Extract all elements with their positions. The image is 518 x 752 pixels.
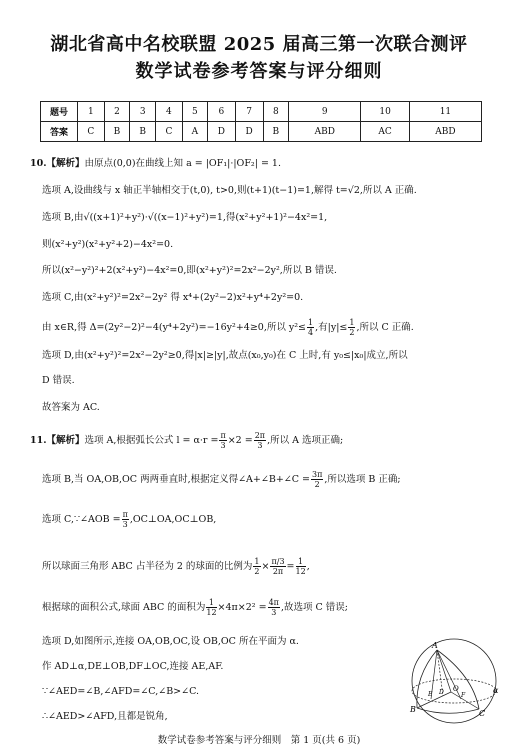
q10-option-a: 选项 A,设曲线与 x 轴正半轴相交于(t,0), t>0,则(t+1)(t−1)=1,解得 t=√2,所以 A 正确. [42, 185, 417, 196]
segment-ob [417, 692, 451, 708]
fraction-denominator: 3 [257, 441, 263, 450]
fraction [307, 318, 314, 337]
q11-l3-b: ,OC⊥OA,OC⊥OB, [129, 514, 217, 525]
question-number: 7 [235, 102, 263, 122]
answer-cell: ABD [409, 122, 481, 142]
question-number: 5 [182, 102, 207, 122]
question-number: 8 [263, 102, 289, 122]
fraction-denominator: 2 [349, 328, 355, 337]
q11-tag: 11.【解析】 [30, 435, 85, 446]
question-number: 10 [361, 102, 410, 122]
arc-ab [417, 650, 437, 708]
fraction-numerator: 1 [206, 598, 216, 608]
q11-l4-a: 所以球面三角形 ABC 占半径为 2 的球面的比例为 [42, 561, 253, 572]
fraction-numerator: 1 [349, 318, 355, 327]
fraction-denominator: 2π [272, 567, 284, 576]
q11-option-b [42, 470, 482, 489]
fraction-denominator: 4 [308, 328, 314, 337]
fraction-numerator: π/3 [271, 557, 285, 566]
fraction [254, 431, 266, 450]
answer-cell: C [78, 122, 105, 142]
paper-subtitle: 数学试卷参考答案与评分细则 [135, 61, 383, 82]
question-number: 4 [156, 102, 183, 122]
fraction [268, 598, 280, 617]
label-b: B [410, 705, 416, 714]
q10-line-9: D 错误. [42, 375, 75, 386]
q10-conclusion: 故答案为 AC. [42, 402, 100, 413]
fraction [296, 557, 306, 576]
q11-line-1 [30, 431, 470, 450]
q11-line-7: 作 AD⊥α,DE⊥OB,DF⊥OC,连接 AE,AF. [42, 661, 224, 672]
row-label-number: 题号 [41, 102, 78, 122]
fraction-numerator: 1 [308, 318, 314, 327]
fraction-numerator: 4π [268, 598, 279, 607]
fraction-numerator: π [220, 431, 226, 440]
q11-line-8: ∵∠AED=∠B,∠AFD=∠C,∠B>∠C. [42, 686, 200, 697]
question-number: 9 [289, 102, 361, 122]
fraction-denominator: 2 [254, 567, 260, 576]
q11-l1-b: ×2 = [227, 435, 253, 446]
question-number: 3 [130, 102, 156, 122]
q11-l2-b: ,所以选项 B 正确; [324, 474, 401, 485]
q11-l2-a: 选项 B,当 OA,OB,OC 两两垂直时,根据定义得∠A+∠B+∠C = [42, 474, 310, 485]
question-number: 1 [78, 102, 105, 122]
answer-table [40, 101, 482, 142]
q11-l4-b: , [306, 561, 310, 572]
q11-line-5 [42, 598, 482, 617]
answer-cell: D [235, 122, 263, 142]
question-number: 2 [104, 102, 130, 122]
q10-tag: 10.【解析】 [30, 158, 85, 169]
answer-cell: C [156, 122, 183, 142]
fraction [122, 510, 129, 529]
fraction [311, 470, 323, 489]
label-d: D [439, 689, 444, 696]
q11-l5-a: 根据球的面积公式,球面 ABC 的面积为 [42, 602, 206, 613]
answer-cell: AC [361, 122, 410, 142]
answer-table-answer-row [41, 122, 482, 142]
answer-cell: B [104, 122, 130, 142]
times-sign: × [261, 561, 270, 572]
q11-line-4 [42, 557, 482, 576]
sphere-figure [395, 636, 513, 726]
q10-line-1 [30, 158, 470, 170]
fraction [219, 431, 226, 450]
q11-l5-c: ,故选项 C 错误; [280, 602, 348, 613]
fraction-numerator: 1 [254, 557, 260, 566]
q10-line-7 [42, 318, 482, 337]
q10-option-c: 选项 C,由(x²+y²)²=2x²−2y² 得 x⁴+(2y²−2)x²+y⁴+2y²=0. [42, 292, 304, 303]
answer-cell: B [263, 122, 289, 142]
fraction [270, 557, 285, 576]
paper-title: 湖北省高中名校联盟 2025 届高三第一次联合测评 [50, 34, 468, 55]
segment-ao [437, 650, 451, 692]
q11-option-d: 选项 D,如图所示,连接 OA,OB,OC,设 OB,OC 所在平面为 α. [42, 636, 299, 647]
q11-line-9: ∴∠AED>∠AFD,且都是锐角, [42, 711, 168, 722]
answer-cell: D [208, 122, 236, 142]
q11-l3-a: 选项 C,∵∠AOB = [42, 514, 121, 525]
fraction [253, 557, 260, 576]
label-e: E [428, 691, 433, 698]
q10-option-b: 选项 B,由√((x+1)²+y²)·√((x−1)²+y²)=1,得(x²+y²+1)²−4x²=1, [42, 212, 328, 223]
answer-table-number-row [41, 102, 482, 122]
label-a: A [432, 641, 438, 650]
fraction-denominator: 12 [295, 567, 306, 576]
q10-text: 由原点(0,0)在曲线上知 a = |OF₁|·|OF₂| = 1. [84, 158, 281, 169]
label-f: F [461, 692, 466, 699]
question-number: 6 [208, 102, 236, 122]
q10-l7-a: 由 x∈R,得 Δ=(2y²−2)²−4(y⁴+2y²)=−16y²+4≥0,所以 y²≤ [42, 322, 307, 333]
fraction-numerator: π [122, 510, 128, 519]
fraction-denominator: 12 [206, 608, 217, 617]
answer-cell: A [182, 122, 207, 142]
label-alpha: α [493, 686, 499, 695]
q10-l7-b: ,有|y|≤ [315, 322, 348, 333]
fraction [348, 318, 355, 337]
page-footer: 数学试卷参考答案与评分细则 第 1 页(共 6 页) [157, 735, 361, 746]
answer-cell: ABD [289, 122, 361, 142]
label-c: C [479, 709, 486, 718]
fraction [206, 598, 216, 617]
fraction-denominator: 3 [271, 608, 277, 617]
fraction-numerator: 2π [254, 431, 266, 440]
q11-l5-b: ×4π×2² = [217, 602, 267, 613]
fraction-denominator: 2 [314, 480, 320, 489]
fraction-denominator: 3 [122, 520, 128, 529]
fraction-numerator: 3π [312, 470, 323, 479]
question-number: 11 [409, 102, 481, 122]
answer-cell: B [130, 122, 156, 142]
fraction-denominator: 3 [220, 441, 226, 450]
q10-line-4: 则(x²+y²)(x²+y²+2)−4x²=0. [42, 239, 174, 250]
row-label-answer: 答案 [41, 122, 78, 142]
q11-l1-c: ,所以 A 选项正确; [267, 435, 344, 446]
q11-option-c [42, 510, 482, 529]
q10-option-d: 选项 D,由(x²+y²)²=2x²−2y²≥0,得|x|≥|y|,故点(x₀,y₀)在 C 上时,有 y₀≤|x₀|成立,所以 [42, 350, 408, 361]
fraction-numerator: 1 [296, 557, 306, 567]
equals-sign: = [286, 561, 295, 572]
q11-l1-a: 选项 A,根据弧长公式 l = α·r = [84, 435, 219, 446]
q10-l7-c: ,所以 C 正确. [356, 322, 414, 333]
q10-line-5: 所以(x²−y²)²+2(x²+y²)−4x²=0,即(x²+y²)²=2x²−2y²,所以 B 错误. [42, 265, 337, 276]
label-o: O [453, 685, 459, 693]
